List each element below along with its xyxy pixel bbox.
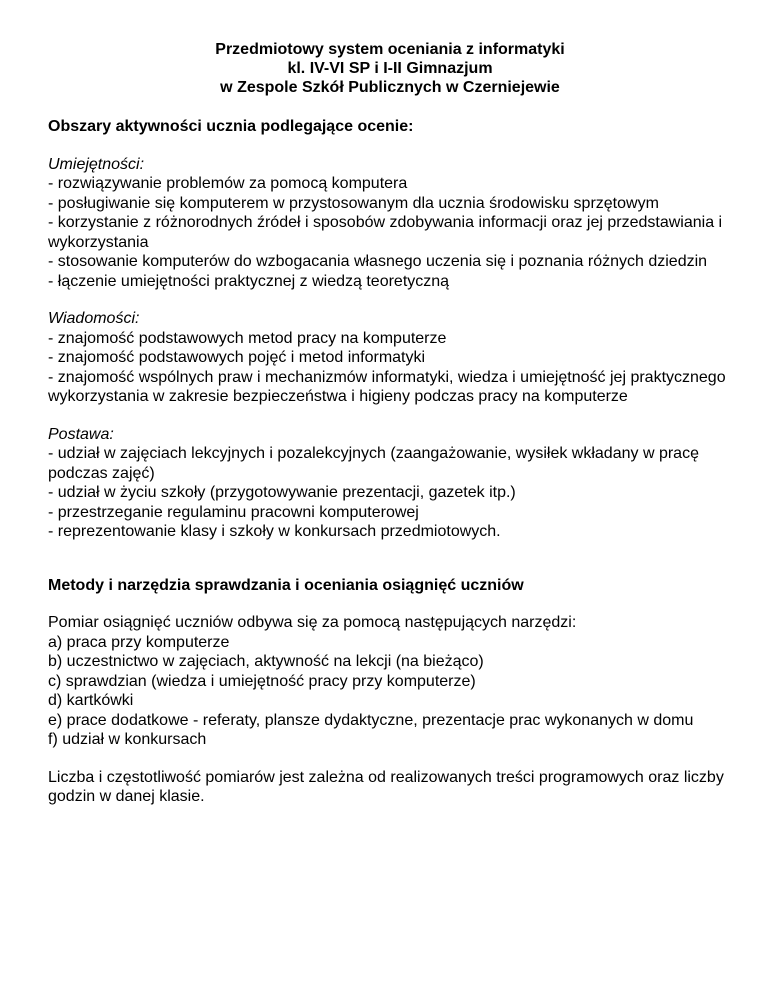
skills-section <box>48 155 732 292</box>
methods-item: a) praca przy komputerze <box>48 633 230 651</box>
document-title <box>48 40 732 97</box>
attitude-label: Postawa: <box>48 425 114 443</box>
title-line-3: w Zespole Szkół Publicznych w Czerniejewie <box>220 79 560 96</box>
methods-heading: Metody i narzędzia sprawdzania i oceniania osiągnięć uczniów <box>48 576 524 594</box>
title-line-2: kl. IV-VI SP i I-II Gimnazjum <box>287 60 493 77</box>
methods-item: f) udział w konkursach <box>48 731 207 748</box>
methods-intro: Pomiar osiągnięć uczniów odbywa się za pomocą następujących narzędzi: <box>48 614 577 631</box>
methods-item: e) prace dodatkowe - referaty, plansze dydaktyczne, prezentacje prac wykonanych w domu <box>48 711 694 729</box>
attitude-item: - reprezentowanie klasy i szkoły w konkursach przedmiotowych. <box>48 523 501 540</box>
skills-item: - korzystanie z różnorodnych źródeł i sposobów zdobywania informacji oraz jej przedstawiania i wykorzystania <box>48 214 723 251</box>
knowledge-label: Wiadomości: <box>48 310 140 327</box>
methods-item: b) uczestnictwo w zajęciach, aktywność na lekcji (na bieżąco) <box>48 653 484 670</box>
attitude-item: - przestrzeganie regulaminu pracowni komputerowej <box>48 503 419 521</box>
attitude-item: - udział w życiu szkoły (przygotowywanie prezentacji, gazetek itp.) <box>48 484 516 501</box>
knowledge-item: - znajomość podstawowych metod pracy na komputerze <box>48 329 447 347</box>
knowledge-item: - znajomość wspólnych praw i mechanizmów informatyki, wiedza i umiejętność jej praktycznego wykorzystania w zakresie bezpieczeństwa i higieny podczas pracy na komputerze <box>48 368 726 405</box>
skills-item: - posługiwanie się komputerem w przystosowanym dla ucznia środowisku sprzętowym <box>48 194 659 212</box>
skills-item: - stosowanie komputerów do wzbogacania własnego uczenia się i poznania różnych dziedzin <box>48 253 708 270</box>
skills-item: - łączenie umiejętności praktycznej z wiedzą teoretyczną <box>48 272 450 290</box>
methods-section <box>48 613 732 750</box>
methods-item: c) sprawdzian (wiedza i umiejętność pracy przy komputerze) <box>48 672 476 690</box>
knowledge-item: - znajomość podstawowych pojęć i metod informatyki <box>48 349 426 366</box>
areas-heading: Obszary aktywności ucznia podlegające ocenie: <box>48 118 414 135</box>
skills-item: - rozwiązywanie problemów za pomocą komputera <box>48 175 408 192</box>
attitude-section <box>48 425 732 542</box>
document-page <box>48 40 732 807</box>
methods-closing: Liczba i częstotliwość pomiarów jest zależna od realizowanych treści programowych oraz liczby godzin w danej klasie. <box>48 768 724 805</box>
title-line-1: Przedmiotowy system oceniania z informatyki <box>215 41 565 58</box>
skills-label: Umiejętności: <box>48 155 145 173</box>
knowledge-section <box>48 309 732 407</box>
methods-item: d) kartkówki <box>48 692 134 709</box>
attitude-item: - udział w zajęciach lekcyjnych i pozalekcyjnych (zaangażowanie, wysiłek wkładany w pracę podczas zajęć) <box>48 445 699 482</box>
